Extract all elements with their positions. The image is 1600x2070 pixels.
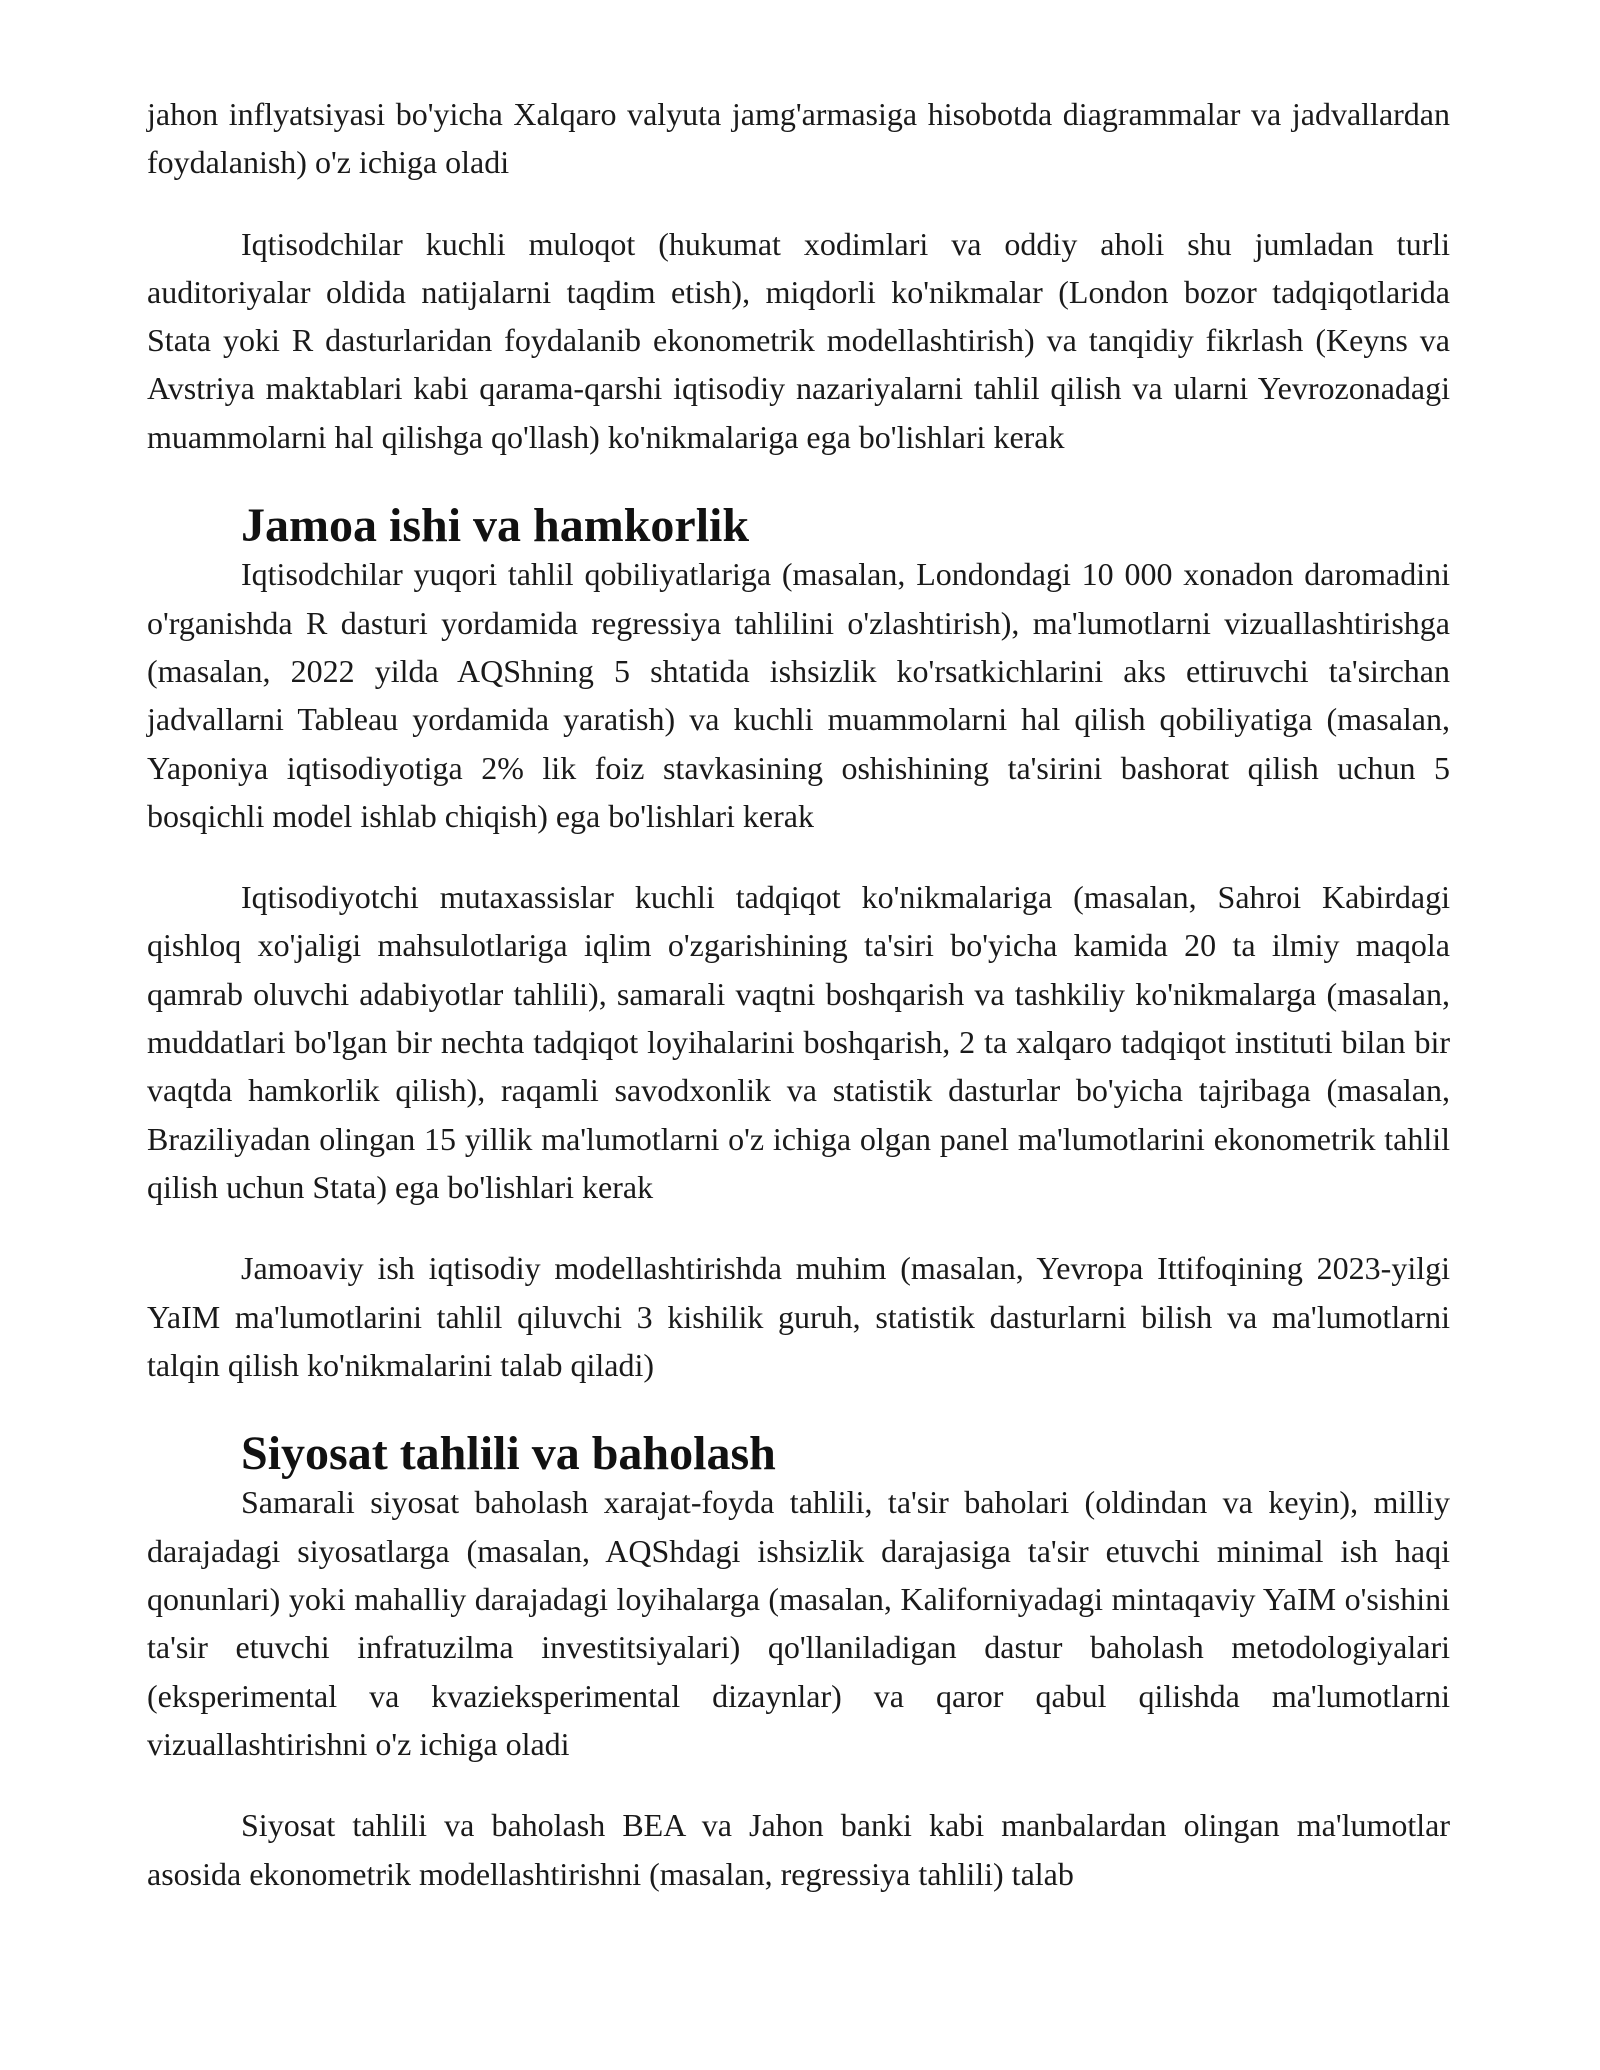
paragraph-analytical-skills: Iqtisodchilar yuqori tahlil qobiliyatlariga (masalan, Londondagi 10 000 xonadon daromadini o'rganishda R dasturi yordamida regressiya tahlilini o'zlashtirish), ma'lumotlarni vizuallashtirishga (masalan, 2022 yilda AQShning 5 shtatida ishsizlik ko'rsatkichlarini aks ettiruvchi ta'sirchan jadvallarni Tableau yordamida yaratish) va kuchli muammolarni hal qilish qobiliyatiga (masalan, Yaponiya iqtisodiyotiga 2% lik foiz stavkasining oshishining ta'sirini bashorat qilish uchun 5 bosqichli model ishlab chiqish) ega bo'lishlari kerak — [147, 556, 1450, 834]
paragraph-teamwork-modeling: Jamoaviy ish iqtisodiy modellashtirishda muhim (masalan, Yevropa Ittifoqining 2023-yilgi YaIM ma'lumotlarini tahlil qiluvchi 3 kishilik guruh, statistik dasturlarni bilish va ma'lumotlarni talqin qilish ko'nikmalarini talab qiladi) — [147, 1250, 1450, 1383]
paragraph-economist-skills: Iqtisodchilar kuchli muloqot (hukumat xodimlari va oddiy aholi shu jumladan turli auditoriyalar oldida natijalarni taqdim etish), miqdorli ko'nikmalar (London bozor tadqiqotlarida Stata yoki R dasturlaridan foydalanib ekonometrik modellashtirish) va tanqidiy fikrlash (Keyns va Avstriya maktablari kabi qarama-qarshi iqtisodiy nazariyalarni tahlil qilish va ularni Yevrozonadagi muammolarni hal qilishga qo'llash) ko'nikmalariga ega bo'lishlari kerak — [147, 225, 1450, 455]
paragraph-research-skills: Iqtisodiyotchi mutaxassislar kuchli tadqiqot ko'nikmalariga (masalan, Sahroi Kabirdagi qishloq xo'jaligi mahsulotlariga iqlim o'zgarishining ta'siri bo'yicha kamida 20 ta ilmiy maqola qamrab oluvchi adabiyotlar tahlili), samarali vaqtni boshqarish va tashkiliy ko'nikmalarga (masalan, muddatlari bo'lgan bir nechta tadqiqot loyihalarini boshqarish, 2 ta xalqaro tadqiqot instituti bilan bir vaqtda hamkorlik qilish), raqamli savodxonlik va statistik dasturlar bo'yicha tajribaga (masalan, Braziliyadan olingan 15 yillik ma'lumotlarni o'z ichiga olgan panel ma'lumotlarini ekonometrik tahlil qilish uchun Stata) ega bo'lishlari kerak — [147, 879, 1450, 1205]
paragraph-continuation: jahon inflyatsiyasi bo'yicha Xalqaro valyuta jamg'armasiga hisobotda diagrammalar va jadvallardan foydalanish) o'z ichiga oladi — [147, 96, 1450, 181]
section-heading-teamwork: Jamoa ishi va hamkorlik — [241, 499, 750, 553]
paragraph-policy-evaluation: Samarali siyosat baholash xarajat-foyda tahlili, ta'sir baholari (oldindan va keyin), milliy darajadagi siyosatlarga (masalan, AQShdagi ishsizlik darajasiga ta'sir etuvchi minimal ish haqi qonunlari) yoki mahalliy darajadagi loyihalarga (masalan, Kaliforniyadagi mintaqaviy YaIM o'sishini ta'sir etuvchi infratuzilma investitsiyalari) qo'llaniladigan dastur baholash metodologiyalari (eksperimental va kvazieksperimental dizaynlar) va qaror qabul qilishda ma'lumotlarni vizuallashtirishni o'z ichiga oladi — [147, 1484, 1450, 1762]
paragraph-policy-data-sources: Siyosat tahlili va baholash BEA va Jahon banki kabi manbalardan olingan ma'lumotlar asosida ekonometrik modellashtirishni (masalan, regressiya tahlili) talab — [147, 1807, 1450, 1892]
document-page — [147, 90, 1450, 1898]
section-heading-policy-analysis: Siyosat tahlili va baholash — [241, 1427, 776, 1481]
